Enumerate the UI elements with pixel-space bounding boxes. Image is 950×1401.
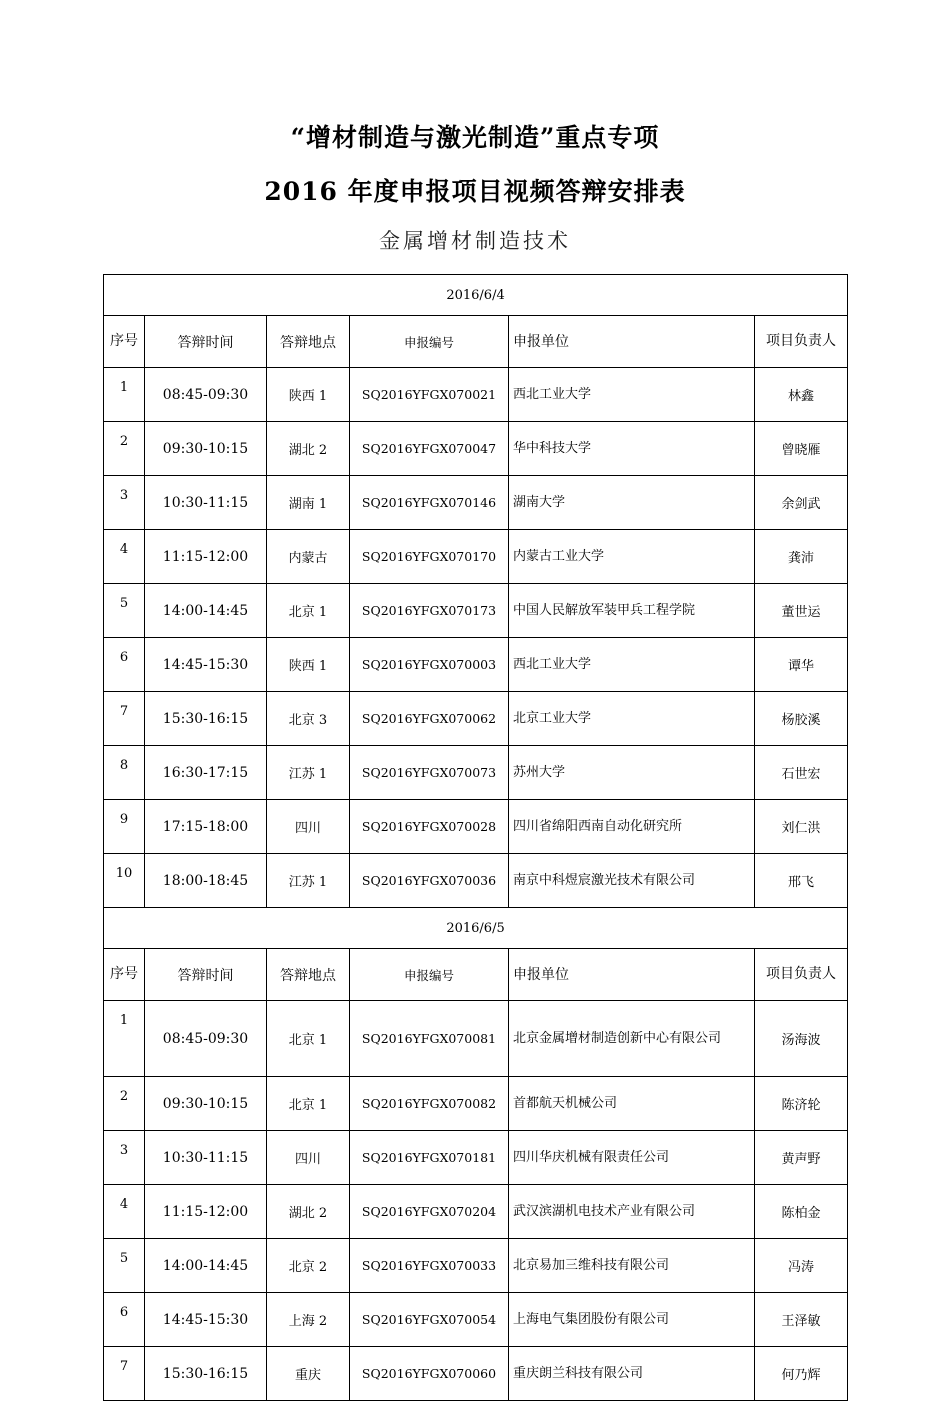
header-unit: 申报单位 [509,316,755,368]
row-lead: 黄声野 [755,1131,848,1185]
row-unit: 重庆朗兰科技有限公司 [509,1347,755,1401]
row-code: SQ2016YFGX070170 [350,530,509,584]
header-code: 申报编号 [350,316,509,368]
table-row [104,638,848,692]
row-seq: 4 [104,530,145,584]
row-unit: 北京工业大学 [509,692,755,746]
row-lead: 杨胶溪 [755,692,848,746]
row-location: 北京 3 [267,692,350,746]
row-location: 湖北 2 [267,422,350,476]
row-time: 15:30-16:15 [145,692,267,746]
row-seq: 4 [104,1185,145,1239]
row-unit: 南京中科煜宸激光技术有限公司 [509,854,755,908]
row-time: 09:30-10:15 [145,422,267,476]
row-code: SQ2016YFGX070073 [350,746,509,800]
row-code: SQ2016YFGX070028 [350,800,509,854]
row-unit: 四川省绵阳西南自动化研究所 [509,800,755,854]
row-seq: 5 [104,1239,145,1293]
row-lead: 石世宏 [755,746,848,800]
row-seq: 7 [104,1347,145,1401]
row-code: SQ2016YFGX070003 [350,638,509,692]
row-seq: 9 [104,800,145,854]
table-row [104,746,848,800]
schedule-table [103,274,848,1401]
document-title: “增材制造与激光制造”重点专项 [290,123,660,152]
header-location: 答辩地点 [267,316,350,368]
row-location: 四川 [267,1131,350,1185]
row-unit: 北京易加三维科技有限公司 [509,1239,755,1293]
row-time: 15:30-16:15 [145,1347,267,1401]
row-code: SQ2016YFGX070062 [350,692,509,746]
row-time: 14:00-14:45 [145,1239,267,1293]
row-code: SQ2016YFGX070146 [350,476,509,530]
row-time: 11:15-12:00 [145,530,267,584]
row-unit: 西北工业大学 [509,368,755,422]
row-seq: 7 [104,692,145,746]
row-time: 14:45-15:30 [145,638,267,692]
row-lead: 林鑫 [755,368,848,422]
row-lead: 陈柏金 [755,1185,848,1239]
row-code: SQ2016YFGX070082 [350,1077,509,1131]
table-row [104,800,848,854]
row-location: 四川 [267,800,350,854]
row-seq: 1 [104,368,145,422]
table-row [104,1293,848,1347]
header-row [104,949,848,1001]
table-row [104,1185,848,1239]
row-location: 上海 2 [267,1293,350,1347]
row-seq: 2 [104,422,145,476]
table-row [104,1131,848,1185]
row-seq: 6 [104,1293,145,1347]
row-time: 16:30-17:15 [145,746,267,800]
row-location: 陕西 1 [267,368,350,422]
row-time: 14:00-14:45 [145,584,267,638]
row-unit: 西北工业大学 [509,638,755,692]
row-lead: 曾晓雁 [755,422,848,476]
header-seq: 序号 [104,316,145,368]
row-location: 北京 1 [267,584,350,638]
row-lead: 邢飞 [755,854,848,908]
date-cell: 2016/6/4 [104,275,848,316]
row-location: 江苏 1 [267,746,350,800]
row-location: 北京 1 [267,1077,350,1131]
table-row [104,1347,848,1401]
table-row [104,422,848,476]
row-time: 14:45-15:30 [145,1293,267,1347]
row-code: SQ2016YFGX070173 [350,584,509,638]
row-location: 陕西 1 [267,638,350,692]
row-time: 11:15-12:00 [145,1185,267,1239]
row-location: 湖北 2 [267,1185,350,1239]
row-lead: 陈济轮 [755,1077,848,1131]
row-location: 江苏 1 [267,854,350,908]
header-row [104,316,848,368]
header-time: 答辩时间 [145,949,267,1001]
row-code: SQ2016YFGX070036 [350,854,509,908]
row-unit: 苏州大学 [509,746,755,800]
row-lead: 刘仁洪 [755,800,848,854]
row-time: 10:30-11:15 [145,1131,267,1185]
row-seq: 5 [104,584,145,638]
row-location: 北京 1 [267,1001,350,1077]
row-code: SQ2016YFGX070021 [350,368,509,422]
row-lead: 余剑武 [755,476,848,530]
table-row [104,368,848,422]
row-unit: 中国人民解放军装甲兵工程学院 [509,584,755,638]
row-location: 湖南 1 [267,476,350,530]
row-unit: 北京金属增材制造创新中心有限公司 [509,1001,755,1077]
row-location: 重庆 [267,1347,350,1401]
row-time: 09:30-10:15 [145,1077,267,1131]
row-time: 18:00-18:45 [145,854,267,908]
row-seq: 10 [104,854,145,908]
header-time: 答辩时间 [145,316,267,368]
row-unit: 武汉滨湖机电技术产业有限公司 [509,1185,755,1239]
row-code: SQ2016YFGX070081 [350,1001,509,1077]
row-seq: 6 [104,638,145,692]
row-unit: 上海电气集团股份有限公司 [509,1293,755,1347]
date-row [104,908,848,949]
header-unit: 申报单位 [509,949,755,1001]
row-lead: 冯涛 [755,1239,848,1293]
row-seq: 3 [104,1131,145,1185]
table-row [104,530,848,584]
document-subtitle: 2016 年度申报项目视频答辩安排表 [264,177,686,206]
header-lead: 项目负责人 [755,316,848,368]
row-lead: 龚沛 [755,530,848,584]
row-lead: 何乃辉 [755,1347,848,1401]
row-seq: 2 [104,1077,145,1131]
row-location: 北京 2 [267,1239,350,1293]
header-lead: 项目负责人 [755,949,848,1001]
table-row [104,692,848,746]
date-cell: 2016/6/5 [104,908,848,949]
row-lead: 谭华 [755,638,848,692]
row-code: SQ2016YFGX070047 [350,422,509,476]
header-code: 申报编号 [350,949,509,1001]
row-unit: 湖南大学 [509,476,755,530]
row-code: SQ2016YFGX070033 [350,1239,509,1293]
row-location: 内蒙古 [267,530,350,584]
row-unit: 华中科技大学 [509,422,755,476]
row-code: SQ2016YFGX070204 [350,1185,509,1239]
table-row [104,584,848,638]
row-seq: 8 [104,746,145,800]
table-row [104,1239,848,1293]
row-time: 17:15-18:00 [145,800,267,854]
date-row [104,275,848,316]
row-lead: 董世运 [755,584,848,638]
row-unit: 首都航天机械公司 [509,1077,755,1131]
row-lead: 王泽敏 [755,1293,848,1347]
row-time: 10:30-11:15 [145,476,267,530]
row-seq: 3 [104,476,145,530]
row-seq: 1 [104,1001,145,1077]
row-code: SQ2016YFGX070060 [350,1347,509,1401]
row-lead: 汤海波 [755,1001,848,1077]
section-title: 金属增材制造技术 [379,229,571,253]
row-code: SQ2016YFGX070054 [350,1293,509,1347]
table-row [104,476,848,530]
table-row [104,1077,848,1131]
row-unit: 内蒙古工业大学 [509,530,755,584]
header-seq: 序号 [104,949,145,1001]
row-unit: 四川华庆机械有限责任公司 [509,1131,755,1185]
table-row [104,854,848,908]
header-location: 答辩地点 [267,949,350,1001]
row-code: SQ2016YFGX070181 [350,1131,509,1185]
row-time: 08:45-09:30 [145,368,267,422]
table-row [104,1001,848,1077]
row-time: 08:45-09:30 [145,1001,267,1077]
